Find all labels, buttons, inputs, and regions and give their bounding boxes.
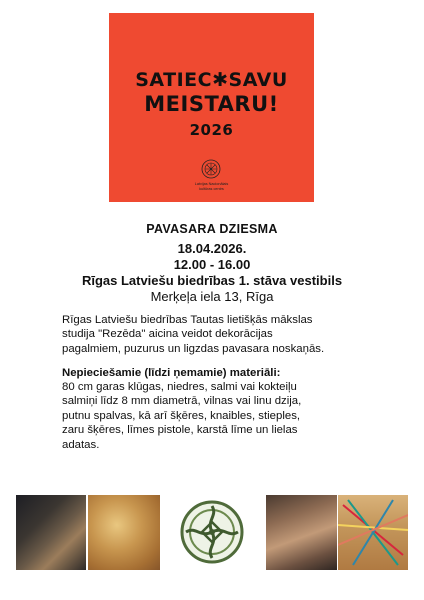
photo-craft-hands: [16, 495, 86, 570]
event-address: Merķeļa iela 13, Rīga: [150, 289, 274, 304]
materials-line: putnu spalvas, kā arī šķēres, knaibles, stieples,: [62, 409, 301, 422]
event-poster: [109, 13, 314, 202]
green-ornament-emblem-icon: [178, 498, 246, 566]
event-venue: Rīgas Latviešu biedrības 1. stāva vestibils: [81, 273, 343, 288]
materials-paragraph: [62, 380, 382, 452]
event-title: PAVASARA DZIESMA: [146, 222, 278, 236]
poster-title-line-2: MEISTARU!: [144, 92, 279, 116]
emblem-caption: [109, 182, 314, 191]
materials-heading: Nepieciešamie (līdzi ņemamie) materiāli:: [62, 367, 281, 379]
poster-year: 2026: [189, 121, 234, 139]
materials-line: salmiņi līdz 8 mm diametrā, vilnas vai linu dzija,: [62, 395, 302, 408]
threads-icon: [338, 495, 408, 570]
photo-straw-ornaments: [88, 495, 160, 570]
description-line: Rīgas Latviešu biedrības Tautas lietišķās mākslas: [62, 314, 313, 326]
event-date: 18.04.2026.: [177, 241, 247, 256]
description-line: pagalmiem, puzurus un ligzdas pavasara noskaņās.: [62, 342, 325, 355]
emblem-caption-line-2: kultūras centrs: [199, 186, 224, 191]
description-paragraph: [62, 313, 382, 356]
event-time: 12.00 - 16.00: [173, 257, 251, 272]
photo-clay-craft: [266, 495, 337, 570]
lnkc-emblem-icon: [201, 159, 221, 179]
materials-line: zaru šķēres, līmes pistole, karstā līme un lielas: [62, 424, 298, 437]
photo-weaving-threads: [338, 495, 408, 570]
emblem-caption-line-1: Latvijas Nacionālais: [194, 182, 229, 186]
description-line: studija "Rezēda" aicina veidot dekorācijas: [62, 328, 273, 341]
materials-line: adatas.: [62, 438, 100, 451]
poster-title-line-1: SATIEC✱SAVU: [135, 69, 288, 91]
materials-line: 80 cm garas klūgas, niedres, salmi vai kokteiļu: [62, 381, 297, 393]
